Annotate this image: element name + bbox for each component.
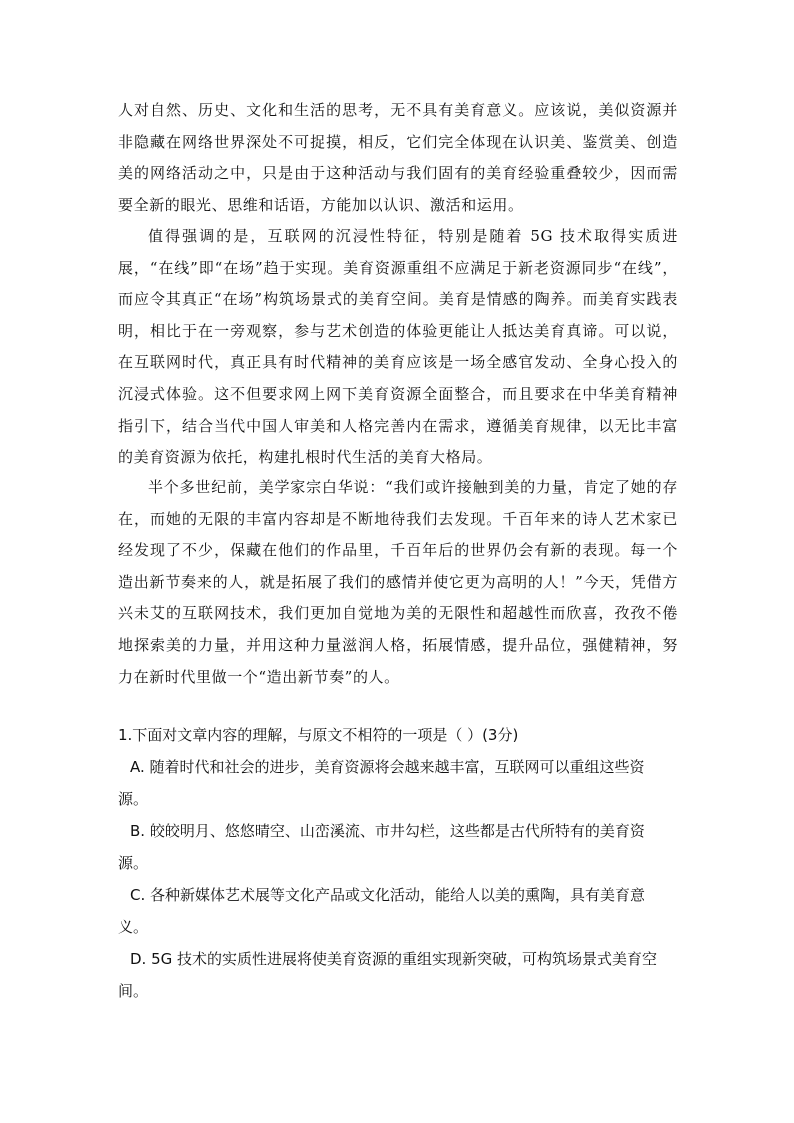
question-1-option-b bbox=[118, 815, 678, 879]
option-c-label: C. bbox=[130, 886, 146, 904]
option-c-text-line-2: 义。 bbox=[118, 918, 149, 936]
option-b-text-line-1: 皎皎明月、悠悠晴空、山峦溪流、市井勾栏，这些都是古代所特有的美育资 bbox=[149, 822, 645, 840]
question-1-option-d bbox=[118, 943, 678, 1007]
question-1-option-c bbox=[118, 879, 678, 943]
option-d-text-line-1: 5G 技术的实质性进展将使美育资源的重组实现新突破，可构筑场景式美育空 bbox=[151, 950, 658, 968]
option-d-text-line-2: 间。 bbox=[118, 982, 149, 1000]
option-d-label: D. bbox=[130, 950, 147, 968]
option-a-label: A. bbox=[130, 758, 145, 776]
question-1-stem: 1.下面对文章内容的理解，与原文不相符的一项是（ ）(3分) bbox=[118, 726, 519, 744]
passage-paragraph-3: 半个多世纪前，美学家宗白华说：“我们或许接触到美的力量，肯定了她的存在，而她的无限的丰富内容却是不断地待我们去发现。千百年来的诗人艺术家已经发现了不少，保藏在他们的作品里，千百年后的世界仍会有新的表现。每一个造出新节奏来的人，就是拓展了我们的感情并使它更为高明的人！”今天，凭借方兴未艾的互联网技术，我们更加自觉地为美的无限性和超越性而欣喜，孜孜不倦地探索美的力量，并用这种力量滋润人格，拓展情感，提升品位，强健精神，努力在新时代里做一个“造出新节奏”的人。 bbox=[118, 478, 678, 686]
option-c-text-line-1: 各种新媒体艺术展等文化产品或文化活动，能给人以美的熏陶，具有美育意 bbox=[150, 886, 646, 904]
question-1-option-a bbox=[118, 751, 678, 815]
option-b-label: B. bbox=[130, 822, 146, 840]
passage-paragraph-1: 人对自然、历史、文化和生活的思考，无不具有美育意义。应该说，美似资源并非隐藏在网络世界深处不可捉摸，相反，它们完全体现在认识美、鉴赏美、创造美的网络活动之中，只是由于这种活动与我们固有的美育经验重叠较少，因而需要全新的眼光、思维和话语，方能加以认识、激活和运用。 bbox=[118, 101, 678, 214]
option-a-text-line-1: 随着时代和社会的进步，美育资源将会越来越丰富，互联网可以重组这些资 bbox=[149, 758, 645, 776]
option-a-text-line-2: 源。 bbox=[118, 790, 149, 808]
option-b-text-line-2: 源。 bbox=[118, 854, 149, 872]
passage-paragraph-2: 值得强调的是，互联网的沉浸性特征，特别是随着 5G 技术取得实质进展，“在线”即“在场”趋于实现。美育资源重组不应满足于新老资源同步“在线”，而应令其真正“在场”构筑场景式的美育空间。美育是情感的陶养。而美育实践表明，相比于在一旁观察，参与艺术创造的体验更能让人抵达美育真谛。可以说，在互联网时代，真正具有时代精神的美育应该是一场全感官发动、全身心投入的沉浸式体验。这不但要求网上网下美育资源全面整合，而且要求在中华美育精神指引下，结合当代中国人审美和人格完善内在需求，遵循美育规律，以无比丰富的美育资源为依托，构建扎根时代生活的美育大格局。 bbox=[118, 227, 678, 467]
